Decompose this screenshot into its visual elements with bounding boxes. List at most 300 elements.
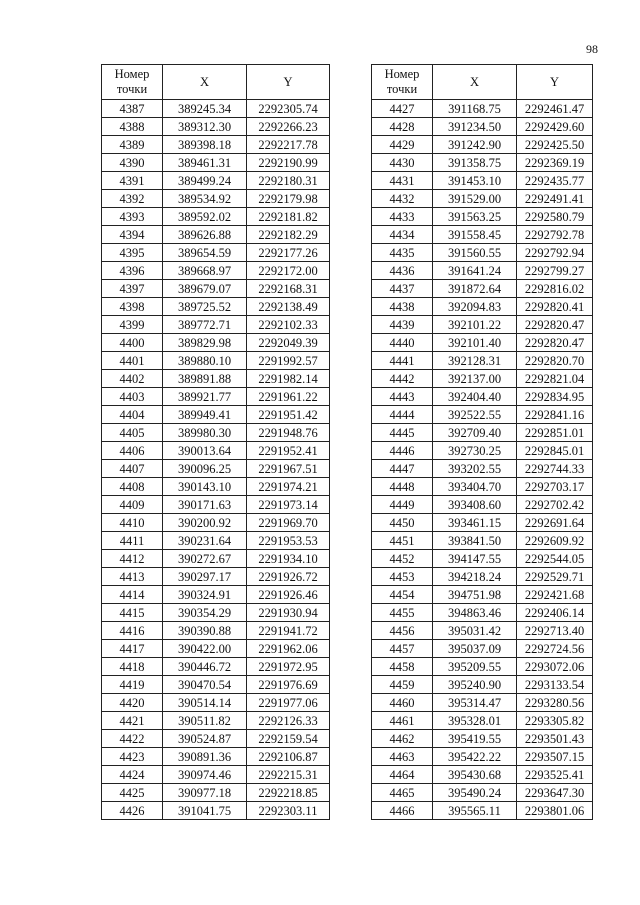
table-row [102,154,330,172]
cell-x: 390974.46 [163,766,247,784]
cell-point-number: 4408 [102,478,163,496]
table-body-left [102,100,330,820]
cell-y: 2292172.00 [247,262,330,280]
table-row [372,280,593,298]
cell-y: 2292177.26 [247,244,330,262]
cell-point-number: 4433 [372,208,433,226]
cell-y: 2292851.01 [517,424,593,442]
cell-x: 391560.55 [433,244,517,262]
cell-x: 392522.55 [433,406,517,424]
table-row [372,118,593,136]
table-row [102,712,330,730]
cell-point-number: 4394 [102,226,163,244]
cell-y: 2293501.43 [517,730,593,748]
cell-x: 392128.31 [433,352,517,370]
cell-point-number: 4415 [102,604,163,622]
cell-x: 389980.30 [163,424,247,442]
cell-y: 2293305.82 [517,712,593,730]
cell-y: 2292792.78 [517,226,593,244]
cell-y: 2292703.17 [517,478,593,496]
cell-x: 391453.10 [433,172,517,190]
table-row [102,370,330,388]
table-row [102,676,330,694]
table-row [372,514,593,532]
cell-x: 389245.34 [163,100,247,118]
table-row [372,712,593,730]
cell-x: 390143.10 [163,478,247,496]
cell-point-number: 4431 [372,172,433,190]
table-row [372,208,593,226]
table-row [102,514,330,532]
cell-point-number: 4387 [102,100,163,118]
cell-y: 2291926.46 [247,586,330,604]
cell-x: 395430.68 [433,766,517,784]
cell-y: 2292461.47 [517,100,593,118]
cell-x: 392730.25 [433,442,517,460]
table-row [102,730,330,748]
cell-y: 2291941.72 [247,622,330,640]
cell-x: 391563.25 [433,208,517,226]
cell-x: 392709.40 [433,424,517,442]
cell-point-number: 4411 [102,532,163,550]
cell-point-number: 4459 [372,676,433,694]
table-row [102,316,330,334]
cell-x: 390171.63 [163,496,247,514]
cell-point-number: 4427 [372,100,433,118]
cell-point-number: 4425 [102,784,163,802]
cell-y: 2292159.54 [247,730,330,748]
table-row [102,802,330,820]
cell-x: 395565.11 [433,802,517,820]
cell-y: 2292218.85 [247,784,330,802]
cell-point-number: 4457 [372,640,433,658]
cell-y: 2292429.60 [517,118,593,136]
cell-point-number: 4445 [372,424,433,442]
cell-y: 2292799.27 [517,262,593,280]
cell-y: 2292820.47 [517,334,593,352]
cell-point-number: 4419 [102,676,163,694]
cell-point-number: 4437 [372,280,433,298]
cell-y: 2293647.30 [517,784,593,802]
cell-y: 2291973.14 [247,496,330,514]
cell-x: 390514.14 [163,694,247,712]
table-row [102,478,330,496]
cell-point-number: 4447 [372,460,433,478]
cell-x: 389626.88 [163,226,247,244]
cell-point-number: 4397 [102,280,163,298]
table-row [102,118,330,136]
cell-y: 2292816.02 [517,280,593,298]
table-row [102,442,330,460]
cell-y: 2292702.42 [517,496,593,514]
cell-point-number: 4441 [372,352,433,370]
cell-y: 2291976.69 [247,676,330,694]
cell-x: 390272.67 [163,550,247,568]
cell-x: 389829.98 [163,334,247,352]
header-y: Y [247,65,330,100]
cell-point-number: 4388 [102,118,163,136]
cell-point-number: 4414 [102,586,163,604]
cell-y: 2292138.49 [247,298,330,316]
table-row [372,568,593,586]
cell-y: 2292303.11 [247,802,330,820]
cell-y: 2292724.56 [517,640,593,658]
cell-x: 390390.88 [163,622,247,640]
cell-x: 390231.64 [163,532,247,550]
cell-point-number: 4407 [102,460,163,478]
cell-y: 2291977.06 [247,694,330,712]
coordinates-table-left [101,64,330,820]
table-row [372,802,593,820]
cell-y: 2291951.42 [247,406,330,424]
cell-point-number: 4398 [102,298,163,316]
cell-point-number: 4421 [102,712,163,730]
cell-x: 389461.31 [163,154,247,172]
cell-x: 390297.17 [163,568,247,586]
cell-y: 2291930.94 [247,604,330,622]
cell-point-number: 4438 [372,298,433,316]
cell-y: 2292834.95 [517,388,593,406]
cell-y: 2292179.98 [247,190,330,208]
cell-point-number: 4405 [102,424,163,442]
cell-y: 2292609.92 [517,532,593,550]
cell-point-number: 4390 [102,154,163,172]
cell-x: 393408.60 [433,496,517,514]
cell-point-number: 4432 [372,190,433,208]
cell-point-number: 4455 [372,604,433,622]
cell-y: 2293801.06 [517,802,593,820]
cell-point-number: 4442 [372,370,433,388]
header-point-number: Номер точки [372,65,433,100]
cell-y: 2291962.06 [247,640,330,658]
cell-point-number: 4429 [372,136,433,154]
table-row [372,190,593,208]
cell-point-number: 4401 [102,352,163,370]
cell-x: 390470.54 [163,676,247,694]
cell-y: 2292180.31 [247,172,330,190]
cell-point-number: 4423 [102,748,163,766]
table-header-row [102,65,330,100]
table-row [102,766,330,784]
cell-y: 2292190.99 [247,154,330,172]
table-row [372,442,593,460]
cell-x: 390891.36 [163,748,247,766]
cell-point-number: 4458 [372,658,433,676]
cell-point-number: 4412 [102,550,163,568]
cell-point-number: 4463 [372,748,433,766]
table-row [372,298,593,316]
table-row [372,532,593,550]
cell-point-number: 4403 [102,388,163,406]
table-body-right [372,100,593,820]
cell-y: 2292217.78 [247,136,330,154]
cell-x: 389668.97 [163,262,247,280]
table-row [102,658,330,676]
cell-y: 2292126.33 [247,712,330,730]
table-row [372,262,593,280]
cell-x: 392094.83 [433,298,517,316]
cell-point-number: 4418 [102,658,163,676]
cell-x: 395209.55 [433,658,517,676]
cell-y: 2292529.71 [517,568,593,586]
cell-y: 2292820.47 [517,316,593,334]
cell-y: 2291934.10 [247,550,330,568]
table-row [372,622,593,640]
cell-y: 2292305.74 [247,100,330,118]
cell-x: 395328.01 [433,712,517,730]
table-row [372,226,593,244]
cell-point-number: 4440 [372,334,433,352]
cell-x: 392101.22 [433,316,517,334]
cell-x: 390013.64 [163,442,247,460]
cell-point-number: 4461 [372,712,433,730]
table-row [372,370,593,388]
header-x: X [163,65,247,100]
cell-point-number: 4448 [372,478,433,496]
table-row [102,298,330,316]
table-row [102,622,330,640]
cell-point-number: 4434 [372,226,433,244]
cell-y: 2291972.95 [247,658,330,676]
cell-y: 2292215.31 [247,766,330,784]
table-row [372,640,593,658]
header-point-number: Номер точки [102,65,163,100]
table-row [372,604,593,622]
cell-point-number: 4454 [372,586,433,604]
cell-point-number: 4395 [102,244,163,262]
cell-y: 2292491.41 [517,190,593,208]
table-row [372,748,593,766]
cell-point-number: 4410 [102,514,163,532]
cell-y: 2292266.23 [247,118,330,136]
cell-point-number: 4465 [372,784,433,802]
cell-y: 2292792.94 [517,244,593,262]
table-row [102,532,330,550]
cell-x: 391242.90 [433,136,517,154]
cell-y: 2292845.01 [517,442,593,460]
cell-x: 393461.15 [433,514,517,532]
table-header-row [372,65,593,100]
cell-point-number: 4443 [372,388,433,406]
cell-point-number: 4460 [372,694,433,712]
cell-y: 2291926.72 [247,568,330,586]
table-row [102,496,330,514]
table-row [102,406,330,424]
cell-y: 2292544.05 [517,550,593,568]
cell-x: 389679.07 [163,280,247,298]
cell-y: 2292820.70 [517,352,593,370]
cell-y: 2292713.40 [517,622,593,640]
table-row [372,676,593,694]
cell-point-number: 4450 [372,514,433,532]
table-row [372,316,593,334]
cell-y: 2291974.21 [247,478,330,496]
table-row [372,496,593,514]
table-row [102,262,330,280]
table-row [102,586,330,604]
table-row [102,100,330,118]
cell-y: 2292421.68 [517,586,593,604]
coordinates-table-right [371,64,593,820]
cell-x: 390446.72 [163,658,247,676]
cell-y: 2292691.64 [517,514,593,532]
cell-point-number: 4451 [372,532,433,550]
cell-y: 2291948.76 [247,424,330,442]
cell-y: 2293133.54 [517,676,593,694]
table-row [102,136,330,154]
cell-y: 2292102.33 [247,316,330,334]
table-row [102,568,330,586]
cell-point-number: 4439 [372,316,433,334]
table-row [372,766,593,784]
table-row [102,460,330,478]
table-row [102,604,330,622]
cell-point-number: 4413 [102,568,163,586]
table-row [102,334,330,352]
cell-x: 389949.41 [163,406,247,424]
table-row [372,460,593,478]
table-row [102,550,330,568]
cell-y: 2292049.39 [247,334,330,352]
cell-y: 2292406.14 [517,604,593,622]
cell-point-number: 4400 [102,334,163,352]
table-row [372,478,593,496]
table-row [102,748,330,766]
cell-x: 390200.92 [163,514,247,532]
table-row [102,208,330,226]
cell-point-number: 4452 [372,550,433,568]
cell-point-number: 4453 [372,568,433,586]
cell-x: 391558.45 [433,226,517,244]
table-row [372,100,593,118]
table-row [372,136,593,154]
cell-point-number: 4446 [372,442,433,460]
table-row [372,550,593,568]
cell-x: 390096.25 [163,460,247,478]
cell-point-number: 4428 [372,118,433,136]
table-row [372,172,593,190]
cell-y: 2292182.29 [247,226,330,244]
table-row [102,424,330,442]
cell-point-number: 4464 [372,766,433,784]
cell-x: 389772.71 [163,316,247,334]
header-y: Y [517,65,593,100]
cell-x: 389534.92 [163,190,247,208]
cell-y: 2292425.50 [517,136,593,154]
cell-x: 390977.18 [163,784,247,802]
cell-x: 391872.64 [433,280,517,298]
cell-x: 393841.50 [433,532,517,550]
cell-x: 391529.00 [433,190,517,208]
cell-x: 389499.24 [163,172,247,190]
cell-y: 2291982.14 [247,370,330,388]
cell-y: 2292580.79 [517,208,593,226]
cell-y: 2291961.22 [247,388,330,406]
cell-y: 2292820.41 [517,298,593,316]
cell-x: 389654.59 [163,244,247,262]
cell-point-number: 4391 [102,172,163,190]
cell-point-number: 4417 [102,640,163,658]
cell-x: 391358.75 [433,154,517,172]
cell-point-number: 4402 [102,370,163,388]
cell-y: 2292181.82 [247,208,330,226]
cell-point-number: 4399 [102,316,163,334]
cell-x: 390354.29 [163,604,247,622]
cell-y: 2291969.70 [247,514,330,532]
header-x: X [433,65,517,100]
cell-x: 390422.00 [163,640,247,658]
cell-x: 391041.75 [163,802,247,820]
cell-y: 2293507.15 [517,748,593,766]
cell-point-number: 4430 [372,154,433,172]
cell-point-number: 4420 [102,694,163,712]
cell-x: 389312.30 [163,118,247,136]
table-row [372,388,593,406]
cell-x: 390324.91 [163,586,247,604]
cell-y: 2293280.56 [517,694,593,712]
cell-x: 394751.98 [433,586,517,604]
cell-point-number: 4389 [102,136,163,154]
table-row [372,424,593,442]
cell-point-number: 4393 [102,208,163,226]
table-row [102,640,330,658]
cell-point-number: 4424 [102,766,163,784]
cell-x: 395422.22 [433,748,517,766]
table-row [372,730,593,748]
cell-x: 394147.55 [433,550,517,568]
cell-x: 394218.24 [433,568,517,586]
cell-y: 2291953.53 [247,532,330,550]
cell-x: 389398.18 [163,136,247,154]
cell-y: 2292841.16 [517,406,593,424]
cell-point-number: 4392 [102,190,163,208]
cell-x: 395240.90 [433,676,517,694]
cell-x: 394863.46 [433,604,517,622]
cell-point-number: 4416 [102,622,163,640]
cell-x: 395031.42 [433,622,517,640]
cell-x: 389880.10 [163,352,247,370]
cell-point-number: 4435 [372,244,433,262]
table-row [102,784,330,802]
cell-x: 389725.52 [163,298,247,316]
cell-y: 2292744.33 [517,460,593,478]
cell-point-number: 4404 [102,406,163,424]
cell-point-number: 4449 [372,496,433,514]
table-row [102,280,330,298]
cell-x: 389592.02 [163,208,247,226]
table-row [102,244,330,262]
cell-x: 391234.50 [433,118,517,136]
cell-x: 390511.82 [163,712,247,730]
cell-y: 2291967.51 [247,460,330,478]
cell-point-number: 4406 [102,442,163,460]
table-row [372,154,593,172]
cell-x: 392137.00 [433,370,517,388]
cell-y: 2292168.31 [247,280,330,298]
cell-point-number: 4422 [102,730,163,748]
table-row [102,172,330,190]
table-row [372,694,593,712]
table-row [102,352,330,370]
table-row [102,694,330,712]
cell-x: 393404.70 [433,478,517,496]
cell-y: 2293525.41 [517,766,593,784]
cell-point-number: 4436 [372,262,433,280]
table-row [372,586,593,604]
table-row [372,406,593,424]
table-row [372,784,593,802]
cell-y: 2292821.04 [517,370,593,388]
